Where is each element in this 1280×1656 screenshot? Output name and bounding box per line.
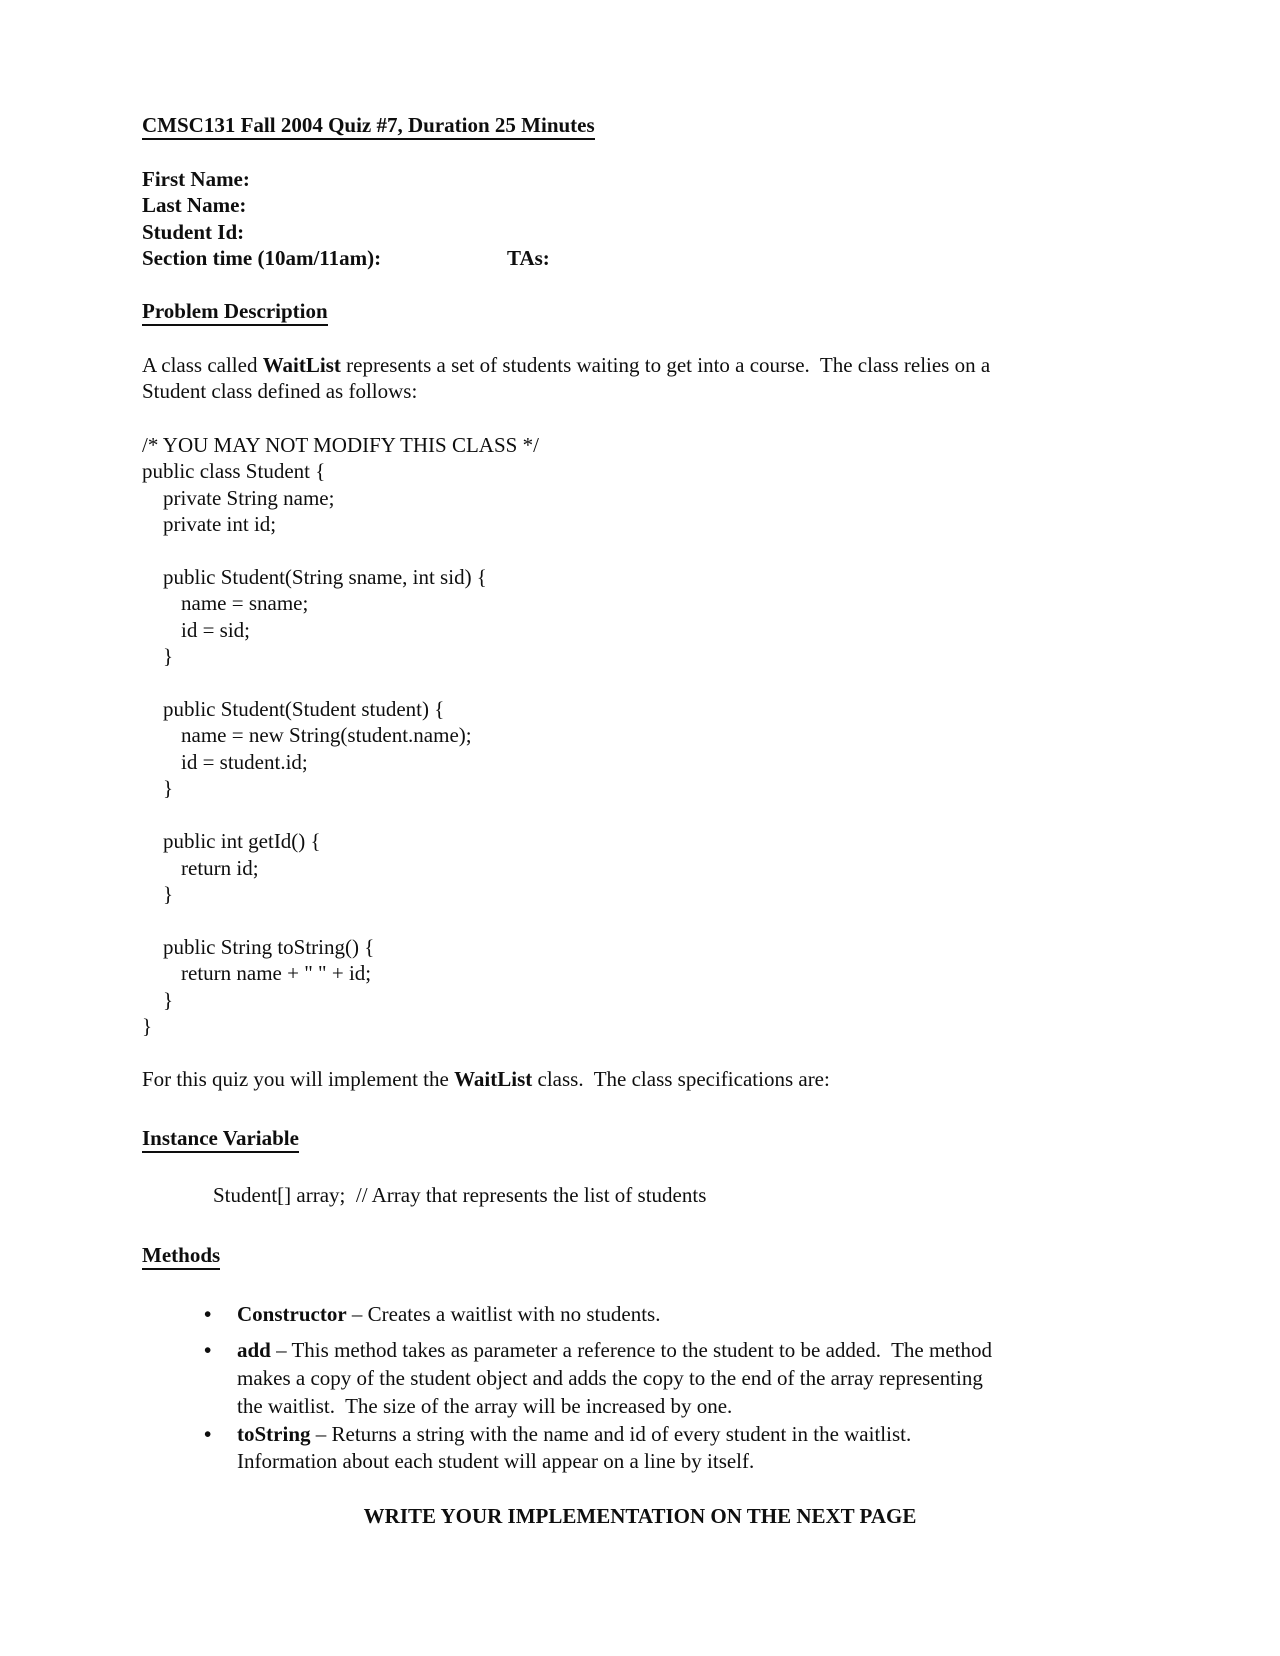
intro-paragraph [142, 352, 990, 405]
student-id-label: Student Id: [142, 219, 245, 244]
code-line [142, 907, 539, 933]
student-class-code-block [142, 432, 539, 1039]
code-line: name = sname; [181, 591, 309, 616]
bullet-constructor [237, 1300, 660, 1328]
text-line: A class called WaitList represents a set of students waiting to get into a course. The class relies on a [142, 353, 991, 377]
code-line [142, 670, 539, 696]
footer-instruction: WRITE YOUR IMPLEMENTATION ON THE NEXT PAGE [363, 1504, 917, 1528]
code-line: id = student.id; [181, 749, 308, 774]
text-line: Student class defined as follows: [142, 379, 418, 404]
student-info-fields [142, 166, 550, 271]
code-line: public String toString() { [163, 934, 375, 959]
code-line: public Student(Student student) { [163, 697, 445, 722]
first-name-label: First Name: [142, 167, 250, 191]
bullet-tostring [237, 1421, 911, 1475]
text-line: Information about each student will appear on a line by itself. [237, 1449, 755, 1473]
bullet-add [237, 1336, 992, 1420]
code-line: id = sid; [181, 617, 251, 642]
code-line: return id; [181, 855, 259, 880]
implement-instruction [142, 1066, 830, 1092]
section-time-label: Section time (10am/11am): TAs: [142, 245, 550, 270]
code-line: } [163, 776, 174, 801]
instance-variable-declaration: Student[] array; // Array that represents the list of students [213, 1183, 707, 1207]
text-line: makes a copy of the student object and adds the copy to the end of the array representing [237, 1366, 983, 1390]
text-line: the waitlist. The size of the array will be increased by one. [237, 1394, 733, 1418]
code-line: } [163, 881, 174, 906]
code-line: public int getId() { [163, 829, 321, 854]
methods-heading: Methods [142, 1242, 220, 1270]
code-line: name = new String(student.name); [181, 723, 472, 748]
code-line: return name + " " + id; [181, 961, 372, 986]
problem-description-heading: Problem Description [142, 298, 328, 326]
instance-variable-heading: Instance Variable [142, 1125, 299, 1153]
code-line: } [163, 644, 174, 669]
code-line: public class Student { [142, 459, 326, 484]
text-line: For this quiz you will implement the WaitList class. The class specifications are: [142, 1067, 830, 1091]
code-line: /* YOU MAY NOT MODIFY THIS CLASS */ [142, 433, 539, 457]
code-line: private int id; [163, 512, 277, 537]
code-line: } [163, 987, 174, 1012]
last-name-label: Last Name: [142, 193, 247, 218]
code-line: } [142, 1013, 153, 1038]
code-line [142, 802, 539, 828]
code-line: private String name; [163, 485, 335, 510]
text-line: • add – This method takes as parameter a reference to the student to be added. The method [237, 1336, 992, 1364]
tas-label: TAs: [507, 245, 550, 270]
text-line: • Constructor – Creates a waitlist with no students. [237, 1300, 660, 1328]
code-line [142, 538, 539, 564]
quiz-title: CMSC131 Fall 2004 Quiz #7, Duration 25 Minutes [142, 112, 595, 140]
text-line: • toString – Returns a string with the name and id of every student in the waitlist. [237, 1421, 911, 1448]
code-line: public Student(String sname, int sid) { [163, 565, 487, 590]
